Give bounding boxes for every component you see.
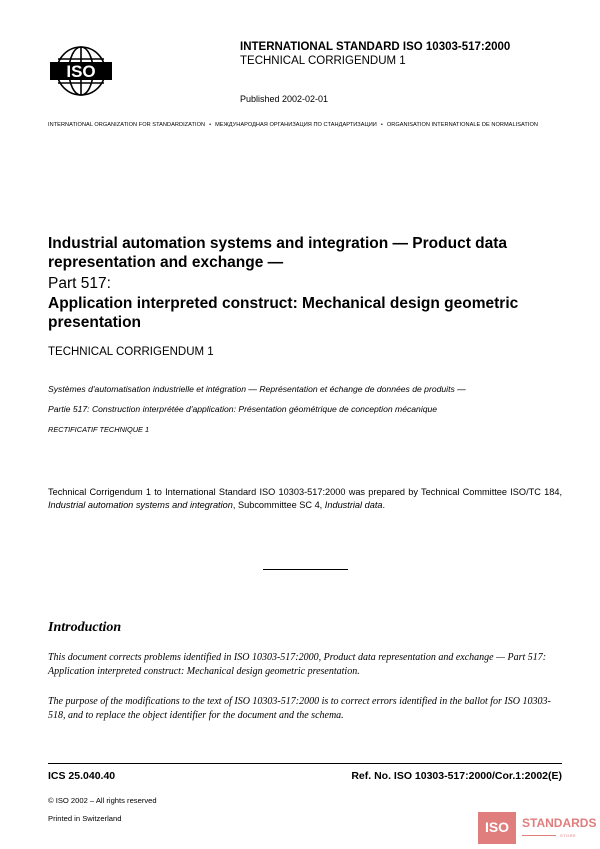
ics-code: ICS 25.040.40 (48, 770, 116, 782)
french-part-title: Partie 517: Construction interprétée d'application: Présentation géométrique de conception mécanique (48, 404, 438, 414)
copyright-notice: © ISO 2002 – All rights reserved (48, 796, 157, 805)
watermark-iso-box (478, 812, 516, 844)
iso-globe-icon (48, 42, 114, 100)
watermark-bar (522, 835, 556, 836)
reference-number: Ref. No. ISO 10303-517:2000/Cor.1:2002(E) (351, 770, 562, 782)
organization-line (48, 122, 538, 128)
prep-text-3: . (382, 499, 386, 510)
published-date: Published 2002-02-01 (240, 94, 329, 104)
preparation-statement (48, 486, 562, 511)
separator-line (263, 569, 348, 570)
org-separator: • (209, 122, 212, 128)
org-name-ru: МЕЖДУНАРОДНАЯ ОРГАНИЗАЦИЯ ПО СТАНДАРТИЗАЦИИ (215, 122, 377, 128)
watermark-store-text: STORE (560, 833, 577, 838)
watermark-standards-text: STANDARDS (522, 816, 597, 830)
prep-text-1: Technical Corrigendum 1 to International Standard ISO 10303-517:2000 was prepared by Technical Committee ISO/TC 184, (48, 487, 562, 497)
footer-rule (48, 763, 562, 764)
corrigendum-label: TECHNICAL CORRIGENDUM 1 (240, 55, 406, 67)
org-separator: • (380, 122, 383, 128)
part-label: Part 517: (48, 275, 111, 292)
printed-location: Printed in Switzerland (48, 814, 122, 823)
org-name-fr: ORGANISATION INTERNATIONALE DE NORMALISATION (386, 122, 538, 128)
subcommittee-name: Industrial data (324, 499, 383, 510)
document-title: Industrial automation systems and integration — Product data representation and exchange — (48, 235, 508, 271)
watermark-iso-text: ISO (484, 819, 510, 835)
french-rectificatif: RECTIFICATIF TECHNIQUE 1 (48, 425, 150, 434)
introduction-heading: Introduction (48, 620, 122, 635)
standard-title: INTERNATIONAL STANDARD ISO 10303-517:2000 (240, 41, 511, 53)
org-name-en: INTERNATIONAL ORGANIZATION FOR STANDARDIZATION (48, 122, 206, 128)
technical-corrigendum: TECHNICAL CORRIGENDUM 1 (48, 346, 214, 358)
french-title: Systèmes d'automatisation industrielle et intégration — Représentation et échange de données de produits — (48, 384, 466, 394)
committee-name: Industrial automation systems and integration (48, 499, 233, 510)
logo-text: ISO (66, 62, 96, 81)
iso-logo (48, 42, 114, 100)
introduction-paragraph-1: This document corrects problems identified in ISO 10303-517:2000, Product data representation and exchange — Part 517: Application interpreted construct: Mechanical design geometric presentation. (48, 652, 547, 677)
iso-standards-store-watermark (478, 812, 596, 844)
prep-text-2: , Subcommittee SC 4, (232, 499, 325, 510)
introduction-paragraph-2: The purpose of the modifications to the text of ISO 10303-517:2000 is to correct errors identified in the ballot for ISO 10303-518, and to replace the object identifier for the document and the schema. (48, 696, 551, 721)
part-title: Application interpreted construct: Mechanical design geometric presentation (48, 295, 519, 331)
